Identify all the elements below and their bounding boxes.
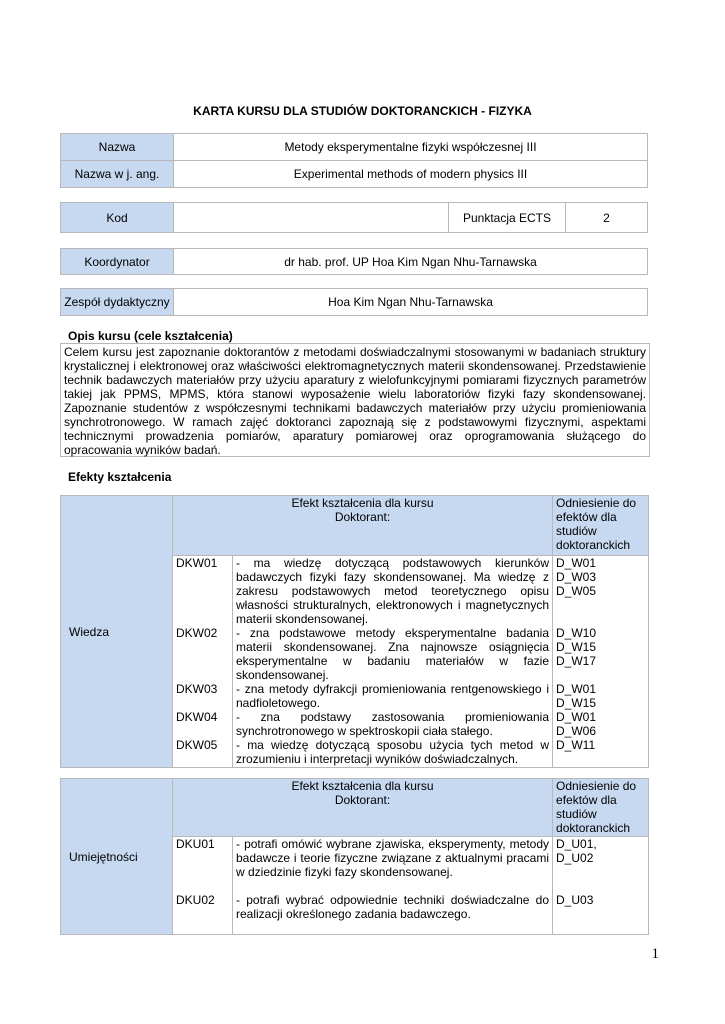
desc-dku01: - potrafi omówić wybrane zjawiska, eksperymenty, metody badawcze i teorie fizyczne związane z aktualnymi pracami w dziedzinie fizyki fazy skondensowanej. (236, 837, 550, 879)
ref-item: D_W03 (556, 570, 597, 584)
zespol-value: Hoa Kim Ngan Nhu-Tarnawska (174, 289, 648, 316)
document-title: KARTA KURSU DLA STUDIÓW DOKTORANCKICH - FIZYKA (193, 104, 532, 118)
ects-value: 2 (566, 203, 648, 233)
ref-item: D_U03 (556, 893, 594, 907)
code-dkw01: DKW01 (176, 556, 218, 570)
refs-dkw04 (556, 710, 645, 738)
ref-item: D_W15 (556, 640, 597, 654)
desc-dku02: - potrafi wybrać odpowiednie techniki doświadczalne do realizacji określonego zadania badawczego. (236, 893, 550, 921)
code-ects-table (60, 202, 648, 233)
refs-dku01 (556, 837, 645, 893)
header-effect-line2: Doktorant: (334, 510, 391, 524)
ref-item: D_W01 (556, 710, 597, 724)
desc-dkw02: - zna podstawowe metody eksperymentalne badania materii skondensowanej. Zna najnowsze osiągnięcia eksperymentalne w badaniu materiałów w fazie skondensowanej. (236, 626, 550, 682)
umiejetnosci-refs (553, 837, 649, 935)
course-name-table (60, 133, 648, 188)
koordynator-value: dr hab. prof. UP Hoa Kim Ngan Nhu-Tarnawska (174, 249, 648, 275)
code-dkw02: DKW02 (176, 626, 218, 640)
page-number: 1 (651, 946, 659, 962)
desc-dkw03: - zna metody dyfrakcji promieniowania rentgenowskiego i nadfioletowego. (236, 682, 550, 710)
opis-heading: Opis kursu (cele kształcenia) (68, 329, 233, 343)
desc-dkw05: - ma wiedzę dotyczącą sposobu użycia tych metod w zrozumieniu i interpretacji wyników doświadczalnych. (236, 738, 550, 766)
ref-item: D_U01, (556, 837, 597, 851)
wiedza-refs (553, 556, 649, 768)
ref-item: D_W17 (556, 654, 597, 668)
desc-dkw04: - zna podstawy zastosowania promieniowania synchrotronowego w spektroskopii ciała stałego. (236, 710, 550, 738)
team-table (60, 288, 648, 316)
wiedza-label: Wiedza (61, 496, 173, 768)
wiedza-table (60, 495, 649, 768)
wiedza-descriptions (233, 556, 553, 768)
zespol-label: Zespół dydaktyczny (61, 289, 174, 316)
coordinator-table (60, 248, 648, 275)
header-effect-line1: Efekt kształcenia dla kursu (291, 779, 434, 793)
header-effect-line1: Efekt kształcenia dla kursu (291, 496, 434, 510)
refs-dkw05 (556, 738, 645, 766)
refs-dkw02 (556, 626, 645, 682)
ref-item: D_W01 (556, 682, 597, 696)
kod-value (174, 203, 449, 233)
code-dku01: DKU01 (176, 837, 215, 851)
nazwa-ang-label: Nazwa w j. ang. (61, 161, 174, 188)
wiedza-header-effect (173, 496, 553, 556)
opis-text: Celem kursu jest zapoznanie doktorantów z metodami doświadczalnymi stosowanymi w badaniach struktury krystalicznej i elektronowej oraz właściwości elektromagnetycznych materii skondensowanej. Przedstawienie technik badawczych materiałów przy użyciu aparatury z wielofunkcyjnymi pomiarami fizycznych parametrów takiej jak PPMS, MPMS, która stanowi wyposażenie wielu laboratoriów fizyki fazy skondensowanej. Zapoznanie studentów z współczesnymi technikami badawczych materiałów przy użyciu promieniowania synchrotronowego. W ramach zajęć doktoranci zapoznają się z podstawowymi fizycznymi, aspektami technicznymi prowadzenia pomiarów, aparatury pomiarowej oraz oprogramowania służącego do opracowania wyników badań. (60, 343, 650, 457)
nazwa-label: Nazwa (61, 134, 174, 161)
ref-item: D_W15 (556, 696, 597, 710)
ref-item: D_W01 (556, 556, 597, 570)
koordynator-label: Koordynator (61, 249, 174, 275)
refs-dkw03 (556, 682, 645, 710)
code-dkw04: DKW04 (176, 710, 218, 724)
nazwa-value: Metody eksperymentalne fizyki współczesnej III (174, 134, 648, 161)
ref-item: D_W10 (556, 626, 597, 640)
umiejetnosci-label: Umiejętności (61, 779, 173, 935)
ref-item: D_W06 (556, 724, 597, 738)
refs-dkw01 (556, 556, 645, 626)
kod-label: Kod (61, 203, 174, 233)
umiejetnosci-table (60, 778, 649, 935)
nazwa-ang-value: Experimental methods of modern physics III (174, 161, 648, 188)
umiejetnosci-codes (173, 837, 233, 935)
efekty-heading: Efekty kształcenia (68, 470, 172, 484)
desc-dkw01: - ma wiedzę dotyczącą podstawowych kierunków badawczych fizyki fazy skondensowanej. Ma wiedzę z zakresu podstawowych metod teoretycznego opisu własności strukturalnych, elektronowych i magnetycznych materii skondensowanej. (236, 556, 550, 626)
umiejetnosci-header-ref: Odniesienie do efektów dla studiów doktoranckich (553, 779, 649, 837)
wiedza-codes (173, 556, 233, 768)
code-dkw05: DKW05 (176, 738, 218, 752)
ref-item: D_U02 (556, 851, 594, 865)
refs-dku02 (556, 893, 645, 921)
umiejetnosci-header-effect (173, 779, 553, 837)
umiejetnosci-descriptions (233, 837, 553, 935)
header-effect-line2: Doktorant: (334, 793, 391, 807)
wiedza-header-ref: Odniesienie do efektów dla studiów doktoranckich (553, 496, 649, 556)
code-dkw03: DKW03 (176, 682, 218, 696)
code-dku02: DKU02 (176, 893, 215, 907)
ects-label: Punktacja ECTS (449, 203, 566, 233)
ref-item: D_W11 (556, 738, 596, 752)
ref-item: D_W05 (556, 584, 597, 598)
